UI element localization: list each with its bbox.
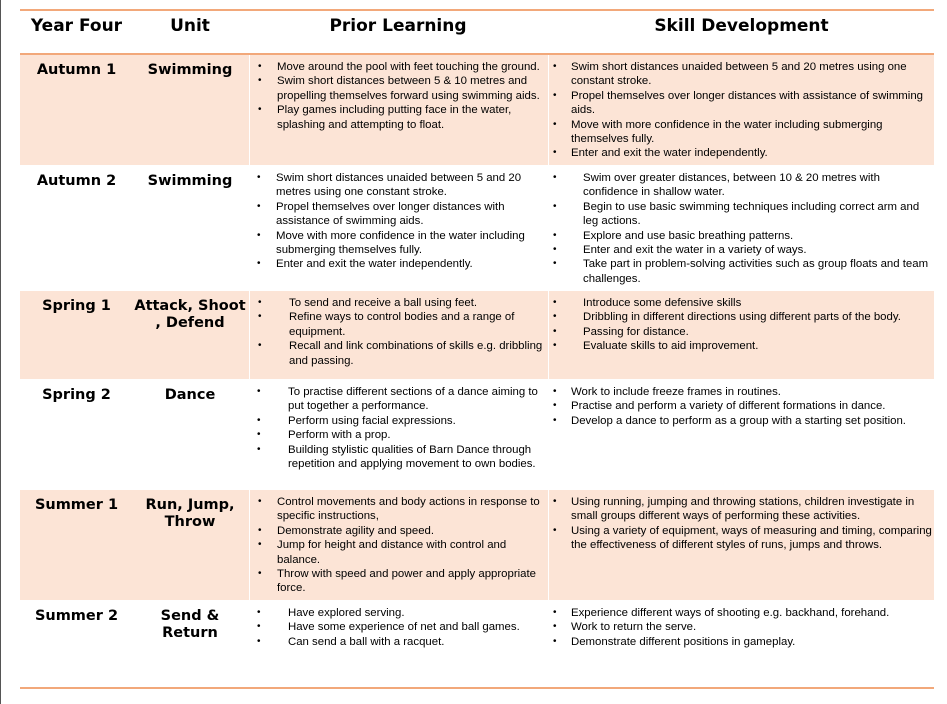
list-item: • Jump for height and distance with control and balance. bbox=[250, 538, 548, 567]
table-row bbox=[20, 601, 934, 681]
list-item: • Work to return the serve. bbox=[549, 620, 934, 634]
list-item: • Take part in problem-solving activities such as group floats and team challenges. bbox=[549, 257, 934, 286]
skill-development-list bbox=[549, 380, 934, 428]
year-cell: Autumn 2 bbox=[36, 173, 117, 189]
prior-learning-list bbox=[249, 166, 547, 272]
list-item: • Evaluate skills to aid improvement. bbox=[549, 339, 934, 353]
list-item: • Begin to use basic swimming techniques including correct arm and leg actions. bbox=[549, 200, 934, 229]
prior-learning-list bbox=[249, 601, 547, 649]
table-row bbox=[20, 490, 934, 600]
list-item: • Swim short distances between 5 & 10 metres and propelling themselves forward using swimming aids. bbox=[250, 74, 548, 103]
skill-development-cell bbox=[549, 166, 934, 289]
list-item: • Move around the pool with feet touching the ground. bbox=[250, 60, 548, 74]
table-row bbox=[20, 55, 934, 165]
year-cell: Autumn 1 bbox=[36, 62, 117, 78]
header-year: Year Four bbox=[30, 16, 123, 36]
list-item: • Throw with speed and power and apply appropriate force. bbox=[250, 567, 548, 596]
prior-learning-cell bbox=[249, 490, 549, 600]
skill-development-cell bbox=[549, 380, 934, 489]
list-item: • To practise different sections of a dance aiming to put together a performance. bbox=[249, 385, 547, 414]
list-item: • Swim short distances unaided between 5 and 20 metres using one constant stroke. bbox=[549, 60, 934, 89]
prior-learning-list bbox=[250, 55, 548, 132]
unit-cell: Dance bbox=[164, 387, 216, 403]
unit-cell: Attack, Shoot , Defend bbox=[134, 298, 246, 331]
header-skill-development: Skill Development bbox=[654, 16, 829, 36]
list-item: • Demonstrate different positions in gameplay. bbox=[549, 635, 934, 649]
list-item: • Enter and exit the water in a variety of ways. bbox=[549, 243, 934, 257]
list-item: • Have some experience of net and ball games. bbox=[249, 620, 547, 634]
list-item: • Building stylistic qualities of Barn Dance through repetition and applying movement to own bodies. bbox=[249, 443, 547, 472]
list-item: • Refine ways to control bodies and a range of equipment. bbox=[250, 310, 548, 339]
unit-cell: Swimming bbox=[147, 62, 233, 78]
unit-cell: Send & Return bbox=[160, 608, 220, 641]
list-item: • Work to include freeze frames in routines. bbox=[549, 385, 934, 399]
list-item: • Using a variety of equipment, ways of measuring and timing, comparing the effectiveness of different styles of runs, jumps and throws. bbox=[549, 524, 934, 553]
list-item: • Move with more confidence in the water including submerging themselves fully. bbox=[549, 118, 934, 147]
year-cell: Spring 1 bbox=[42, 298, 111, 314]
list-item: • Swim short distances unaided between 5 and 20 metres using one constant stroke. bbox=[249, 171, 547, 200]
list-item: • Propel themselves over longer distances with assistance of swimming aids. bbox=[549, 89, 934, 118]
skill-development-cell bbox=[549, 601, 934, 681]
list-item: • To send and receive a ball using feet. bbox=[250, 296, 548, 310]
prior-learning-list bbox=[249, 380, 547, 471]
list-item: • Propel themselves over longer distances with assistance of swimming aids. bbox=[249, 200, 547, 229]
unit-cell: Run, Jump, Throw bbox=[145, 497, 235, 530]
year-cell: Summer 2 bbox=[34, 608, 119, 624]
table-row bbox=[20, 380, 934, 489]
skill-development-list bbox=[549, 166, 934, 286]
list-item: • Enter and exit the water independently. bbox=[549, 146, 934, 160]
skill-development-cell bbox=[549, 490, 934, 600]
skill-development-cell bbox=[549, 291, 934, 379]
prior-learning-list bbox=[250, 490, 548, 596]
list-item: • Perform with a prop. bbox=[249, 428, 547, 442]
list-item: • Passing for distance. bbox=[549, 325, 934, 339]
list-item: • Experience different ways of shooting e.g. backhand, forehand. bbox=[549, 606, 934, 620]
skill-development-list bbox=[549, 291, 934, 354]
prior-learning-cell bbox=[249, 601, 547, 681]
list-item: • Dribbling in different directions using different parts of the body. bbox=[549, 310, 934, 324]
list-item: • Perform using facial expressions. bbox=[249, 414, 547, 428]
skill-development-list bbox=[549, 601, 934, 649]
list-item: • Control movements and body actions in response to specific instructions, bbox=[250, 495, 548, 524]
list-item: • Have explored serving. bbox=[249, 606, 547, 620]
list-item: • Swim over greater distances, between 10 & 20 metres with confidence in shallow water. bbox=[549, 171, 934, 200]
list-item: • Develop a dance to perform as a group with a starting set position. bbox=[549, 414, 934, 428]
prior-learning-cell bbox=[249, 55, 549, 165]
list-item: • Explore and use basic breathing patterns. bbox=[549, 229, 934, 243]
list-item: • Introduce some defensive skills bbox=[549, 296, 934, 310]
page-edge bbox=[0, 0, 1, 704]
top-rule bbox=[20, 9, 934, 11]
prior-learning-cell bbox=[249, 380, 547, 489]
header-unit: Unit bbox=[170, 16, 210, 36]
header-prior-learning: Prior Learning bbox=[329, 16, 467, 36]
year-cell: Spring 2 bbox=[42, 387, 111, 403]
list-item: • Play games including putting face in the water, splashing and attempting to float. bbox=[250, 103, 548, 132]
skill-development-list bbox=[549, 55, 934, 161]
list-item: • Move with more confidence in the water including submerging themselves fully. bbox=[249, 229, 547, 258]
list-item: • Can send a ball with a racquet. bbox=[249, 635, 547, 649]
unit-cell: Swimming bbox=[147, 173, 233, 189]
list-item: • Practise and perform a variety of different formations in dance. bbox=[549, 399, 934, 413]
prior-learning-list bbox=[250, 291, 548, 368]
skill-development-list bbox=[549, 490, 934, 553]
list-item: • Using running, jumping and throwing stations, children investigate in small groups different ways of performing these activities. bbox=[549, 495, 934, 524]
list-item: • Enter and exit the water independently. bbox=[249, 257, 547, 271]
bottom-rule bbox=[20, 687, 934, 689]
list-item: • Demonstrate agility and speed. bbox=[250, 524, 548, 538]
table-row bbox=[20, 291, 934, 379]
prior-learning-cell bbox=[249, 291, 549, 379]
skill-development-cell bbox=[549, 55, 934, 165]
year-cell: Summer 1 bbox=[34, 497, 119, 513]
table-row bbox=[20, 166, 934, 289]
prior-learning-cell bbox=[249, 166, 547, 289]
list-item: • Recall and link combinations of skills e.g. dribbling and passing. bbox=[250, 339, 548, 368]
